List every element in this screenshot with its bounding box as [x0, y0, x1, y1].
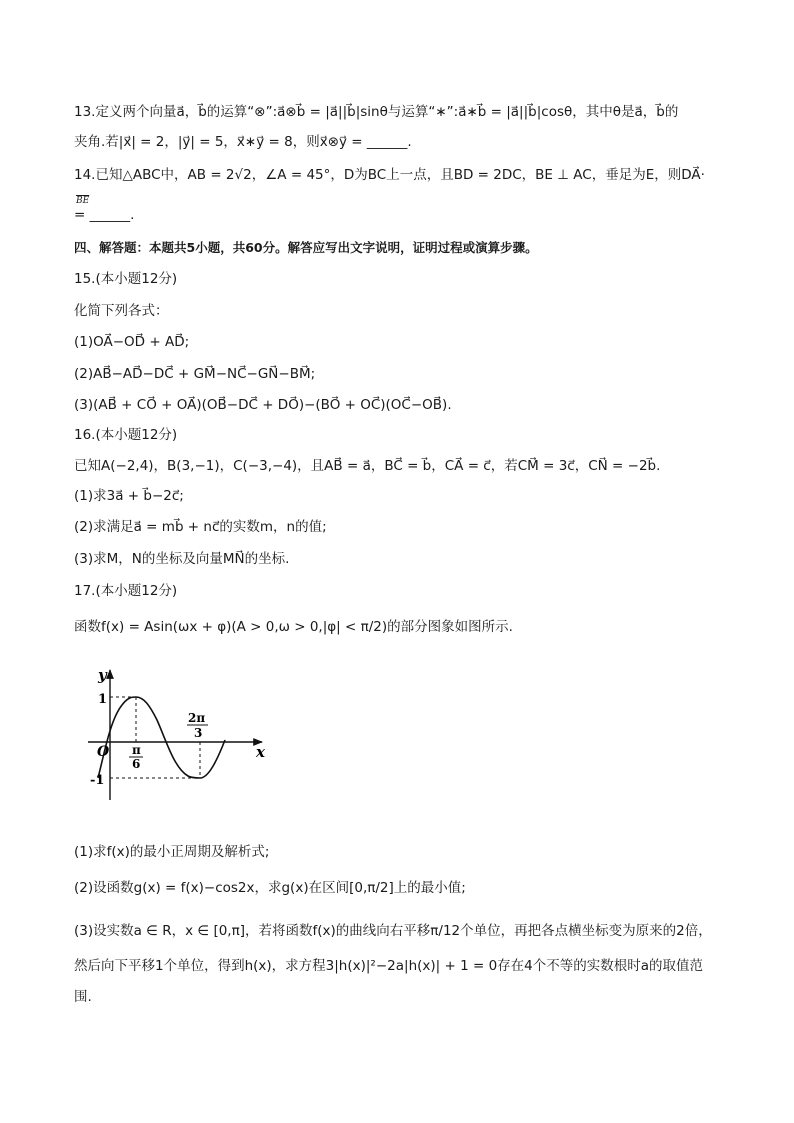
q16-given: 已知A(−2,4)，B(3,−1)，C(−3,−4)，且AB⃗ = a⃗，BC⃗ = b⃗，CA⃗ = c⃗，若CM⃗ = 3c⃗，CN⃗ = −2b⃗.: [74, 458, 661, 474]
q16-part1: (1)求3a⃗ + b⃗−2c⃗;: [74, 488, 184, 504]
q15-part1: (1)OA⃗−OD⃗ + AD⃗;: [74, 334, 190, 350]
x-axis-label: x: [256, 743, 265, 761]
q17-part1: (1)求f(x)的最小正周期及解析式;: [74, 844, 270, 860]
q13-line1: 13.定义两个向量a⃗，b⃗的运算“⊗”:a⃗⊗b⃗ = |a⃗||b⃗|sinθ与运算“∗”:a⃗∗b⃗ = |a⃗||b⃗|cosθ，其中θ是a⃗，b⃗的: [74, 104, 679, 120]
y-max-label: 1: [98, 692, 108, 707]
q16-part3: (3)求M，N的坐标及向量MN⃗的坐标.: [74, 551, 290, 567]
q15-part2: (2)AB⃗−AD⃗−DC⃗ + GM⃗−NC⃗−GN⃗−BM⃗;: [74, 366, 316, 382]
sine-curve: [98, 697, 225, 778]
section-heading: 四、解答题：本题共5小题，共60分。解答应写出文字说明，证明过程或演算步骤。: [74, 240, 538, 255]
x1-numerator: π: [132, 743, 141, 757]
q17-part3-line1: (3)设实数a ∈ R，x ∈ [0,π]，若将函数f(x)的曲线向右平移π/12个单位，再把各点横坐标变为原来的2倍，: [74, 923, 712, 939]
q17-part2: (2)设函数g(x) = f(x)−cos2x，求g(x)在区间[0,π/2]上的最小值;: [74, 880, 466, 896]
y-min-label: -1: [90, 773, 105, 788]
q17-part3-line2: 然后向下平移1个单位，得到h(x)，求方程3|h(x)|²−2a|h(x)| + 1 = 0存在4个不等的实数根时a的取值范: [74, 958, 704, 974]
q13-line2: 夹角.若|x⃗| = 2，|y⃗| = 5，x⃗∗y⃗ = 8，则x⃗⊗y⃗ = ______.: [74, 134, 412, 150]
x2-denominator: 3: [194, 726, 203, 740]
q16-head: 16.(本小题12分): [74, 427, 178, 443]
q17-part3-line3: 围.: [74, 989, 92, 1005]
x1-denominator: 6: [132, 757, 141, 771]
q14-overline-be: $\overline{BE}$: [76, 196, 90, 206]
q16-part2: (2)求满足a⃗ = mb⃗ + nc⃗的实数m，n的值;: [74, 519, 327, 535]
q15-head: 15.(本小题12分): [74, 271, 178, 287]
q14-line2: = ______.: [74, 207, 135, 223]
sine-graph: [70, 660, 280, 810]
origin-label: O: [97, 744, 110, 760]
q17-given: 函数f(x) = Asin(ωx + φ)(A > 0,ω > 0,|φ| < π/2)的部分图象如图所示.: [74, 619, 513, 635]
q15-intro: 化简下列各式：: [74, 303, 169, 319]
q14-line1: 14.已知△ABC中，AB = 2√2，∠A = 45°，D为BC上一点，且BD = 2DC，BE ⊥ AC，垂足为E，则DA⃗·: [74, 167, 705, 183]
x2-numerator: 2π: [188, 711, 206, 725]
q15-part3: (3)(AB⃗ + CO⃗ + OA⃗)(OB⃗−DC⃗ + DO⃗)−(BO⃗ + OC⃗)(OC⃗−OB⃗).: [74, 397, 452, 413]
y-axis-label: y: [98, 666, 107, 684]
q17-head: 17.(本小题12分): [74, 583, 178, 599]
